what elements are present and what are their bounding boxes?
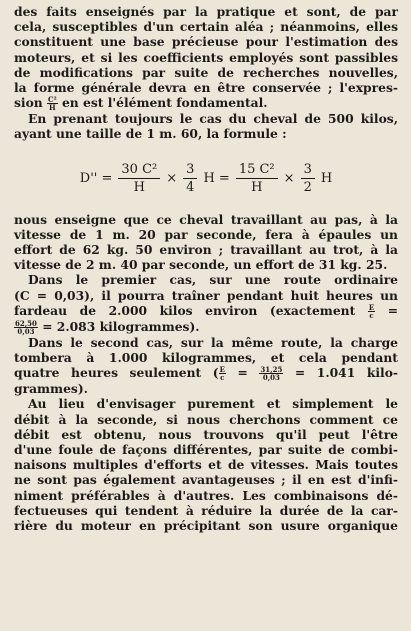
text-fragment: = 1.041 kilo- [294, 365, 399, 381]
text-fragment: sion [14, 95, 43, 111]
text-line: (C = 0,03), il pourra traîner pendant huit heures un [14, 287, 398, 303]
paragraph-4 [14, 272, 398, 334]
fraction-numerator: 62,50 [15, 318, 37, 328]
fraction-numerator: 15 C² [236, 162, 278, 179]
fraction-denominator: c [369, 310, 374, 320]
book-page [14, 4, 398, 533]
text-line: des faits enseignés par la pratique et sont, de par [14, 4, 398, 19]
inline-fraction [47, 96, 58, 111]
fraction [183, 162, 197, 195]
inline-fraction [14, 320, 38, 335]
fraction-numerator: 3 [301, 162, 315, 179]
text-fragment: en est l'élément fondamental. [61, 95, 268, 111]
paragraph-1 [14, 4, 398, 111]
text-line [14, 365, 398, 381]
text-line: Au lieu d'envisager purement et simplement le [28, 396, 398, 412]
text-line: niment préférables à d'autres. Les combinaisons dé- [14, 487, 398, 503]
text-line: nous enseigne que ce cheval travaillant au pas, à la [14, 211, 398, 227]
text-line: En prenant toujours le cas du cheval de 500 kilos, [28, 111, 398, 127]
fraction-denominator: 2 [303, 180, 312, 196]
paragraph-3 [14, 212, 398, 273]
fraction [301, 162, 315, 195]
text-line: vitesse de 2 m. 40 par seconde, un effort de 31 kg. 25. [14, 257, 388, 273]
text-fragment: = [237, 365, 248, 381]
fraction-numerator: 30 C² [118, 162, 160, 179]
fraction-denominator: c [220, 373, 225, 383]
formula [14, 150, 398, 208]
text-line: débit à la seconde, si nous cherchons comment ce [14, 411, 398, 427]
fraction-denominator: H [251, 180, 263, 196]
times-sign: × [283, 171, 295, 187]
text-line: ne sont pas également avantageuses ; il en est d'infi- [14, 472, 398, 488]
inline-fraction [368, 304, 375, 319]
text-fragment: quatre heures seulement ( [14, 365, 219, 381]
text-line: moteurs, et si les coefficients employés sont passibles [14, 49, 398, 65]
paragraph-2 [14, 111, 398, 141]
fraction-numerator: 31,25 [260, 365, 283, 375]
text-line: rière du moteur en précipitant son usure organique [14, 518, 398, 534]
fraction-denominator: 0,03 [262, 373, 280, 383]
text-line: Dans le second cas, sur la même route, la charge [28, 334, 398, 350]
fraction-numerator: 3 [183, 162, 197, 179]
text-line [14, 319, 398, 335]
text-fragment: = 2.083 kilogrammes). [42, 318, 200, 334]
fraction-numerator: C² [48, 95, 57, 105]
formula-term: H = [203, 171, 230, 187]
text-line: constituent une base précieuse pour l'estimation des [14, 34, 398, 50]
times-sign: × [166, 171, 178, 187]
fraction [236, 162, 278, 195]
fraction-denominator: 0,03 [17, 326, 35, 336]
fraction-denominator: H [49, 103, 56, 113]
text-line: grammes). [14, 381, 88, 397]
text-line: ayant une taille de 1 m. 60, la formule : [14, 126, 287, 142]
text-line: cela, susceptibles d'un certain aléa ; néanmoins, elles [14, 19, 398, 35]
formula-lhs: D'' = [79, 171, 113, 187]
paragraph-5 [14, 335, 398, 397]
text-fragment: = [387, 302, 399, 318]
inline-fraction [259, 366, 283, 381]
text-line: de modifications par suite de recherches nouvelles, [14, 64, 398, 80]
text-line: tombera à 1.000 kilogrammes, et cela pendant [14, 350, 398, 366]
text-line: vitesse de 1 m. 20 par seconde, fera à épaules un [14, 226, 398, 242]
inline-fraction [219, 366, 226, 381]
text-line: effort de 62 kg. 50 environ ; travaillant au trot, à la [14, 242, 398, 258]
formula-term: H [320, 171, 333, 187]
text-fragment: fardeau de 2.000 kilos environ (exactement [14, 302, 356, 318]
fraction-numerator: E [219, 365, 225, 375]
fraction-numerator: E [368, 302, 375, 312]
paragraph-6 [14, 396, 398, 533]
fraction [118, 162, 160, 195]
text-line: fectueuses qui tendent à réduire la durée de la car- [14, 502, 398, 518]
fraction-denominator: H [133, 180, 145, 196]
text-line: naisons multiples d'efforts et de vitesses. Mais toutes [14, 457, 398, 473]
fraction-denominator: 4 [186, 180, 195, 196]
text-line: d'une foule de façons différentes, par suite de combi- [14, 442, 398, 458]
text-line [14, 303, 398, 319]
text-line: Dans le premier cas, sur une route ordinaire [28, 272, 398, 288]
text-line [14, 95, 398, 111]
text-line: la forme générale devra en être conservée ; l'expres- [14, 80, 398, 96]
text-line: débit est obtenu, nous trouvons qu'il peut l'être [14, 426, 398, 442]
